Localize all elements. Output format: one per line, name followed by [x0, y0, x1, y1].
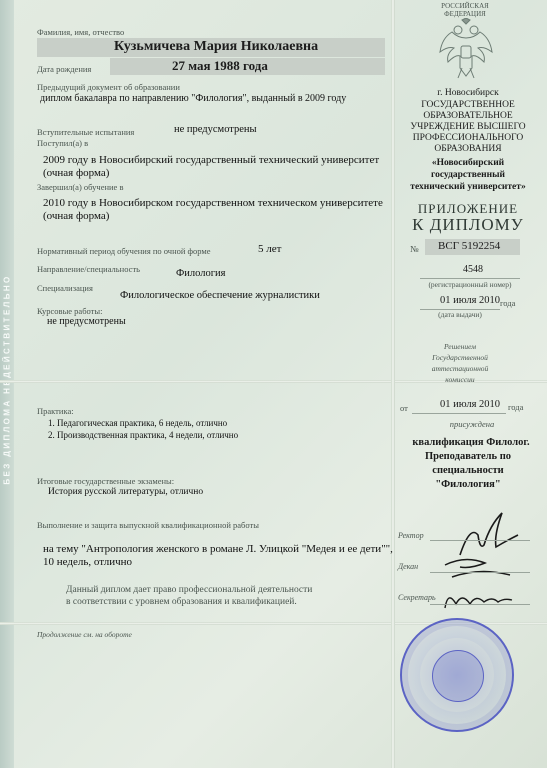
secretary-signature-icon — [440, 586, 520, 616]
period-label: Нормативный период обучения по очной форме — [37, 246, 211, 256]
org-line: ОБРАЗОВАНИЯ — [434, 144, 502, 154]
practice-item: 1. Педагогическая практика, 6 недель, отлично — [48, 418, 228, 428]
enrolled-label: Поступил(а) в — [37, 138, 89, 148]
to-diploma-title: К ДИПЛОМУ — [412, 215, 524, 234]
prev-doc-value: диплом бакалавра по направлению "Филология", выданный в 2009 году — [40, 93, 347, 104]
country-line1: РОССИЙСКАЯ — [441, 2, 489, 10]
qualification-line: квалификация Филолог. — [412, 437, 530, 448]
reg-number: 4548 — [463, 264, 483, 275]
direction-label: Направление/специальность — [37, 264, 141, 274]
name-label: Фамилия, имя, отчество — [37, 27, 125, 37]
finished-label: Завершил(а) обучение в — [37, 182, 124, 192]
official-seal-stamp — [400, 618, 514, 732]
entrance-label: Вступительные испытания — [37, 127, 135, 137]
awarded-label: присуждена — [449, 419, 495, 429]
dean-underline — [430, 572, 530, 573]
entrance-value: не предусмотрены — [174, 124, 257, 135]
exams-value: История русской литературы, отлично — [48, 487, 204, 497]
dean-label: Декан — [398, 562, 419, 571]
finished-line2: (очная форма) — [43, 210, 110, 222]
org-line: ПРОФЕССИОНАЛЬНОГО — [412, 133, 524, 143]
thesis-line1: на тему "Антропология женского в романе Л. Улицкой "Медея и ее дети"", — [43, 543, 393, 555]
practice-label: Практика: — [37, 406, 74, 416]
decision-goda: года — [508, 402, 524, 412]
dob-label: Дата рождения — [37, 64, 92, 74]
rights-line2: в соответствии с уровнем образования и квалификацией. — [66, 597, 297, 607]
qualification-line: специальности — [432, 465, 504, 476]
coursework-value: не предусмотрены — [47, 316, 126, 327]
issue-date: 01 июля 2010 — [440, 295, 501, 306]
reg-underline — [420, 278, 520, 279]
ot-label: от — [400, 403, 408, 413]
org-name-line: «Новосибирский — [431, 158, 505, 168]
org-line: ГОСУДАРСТВЕННОЕ — [421, 100, 515, 110]
prev-doc-label: Предыдущий документ об образовании — [37, 82, 180, 92]
thesis-label: Выполнение и защита выпускной квалификационной работы — [37, 520, 259, 530]
number-sign: № — [410, 244, 419, 254]
decision-line: комиссии — [445, 375, 475, 384]
exams-label: Итоговые государственные экзамены: — [37, 476, 175, 486]
appendix-title: ПРИЛОЖЕНИЕ — [417, 201, 519, 216]
country-line2: ФЕДЕРАЦИЯ — [444, 10, 486, 18]
city: г. Новосибирск — [437, 88, 499, 98]
org-line: ОБРАЗОВАТЕЛЬНОЕ — [423, 111, 513, 121]
enrolled-line2: (очная форма) — [43, 167, 110, 179]
fold-line-vertical — [391, 0, 395, 768]
issue-goda: года — [500, 298, 516, 308]
rector-label: Ректор — [398, 531, 424, 540]
coat-of-arms-icon — [438, 18, 494, 80]
diploma-number: ВСГ 5192254 — [438, 240, 501, 252]
date-of-birth: 27 мая 1988 года — [172, 58, 268, 73]
specialization-label: Специализация — [37, 283, 93, 293]
enrolled-line1: 2009 году в Новосибирский государственный технический университет — [43, 154, 380, 166]
rights-line1: Данный диплом дает право профессиональной деятельности — [66, 585, 313, 595]
thesis-line2: 10 недель, отлично — [43, 556, 133, 568]
decision-line: аттестационной — [431, 364, 489, 373]
secretary-underline — [430, 604, 530, 605]
qualification-line: "Филология" — [435, 479, 501, 490]
finished-line1: 2010 году в Новосибирском государственном техническом университете — [43, 197, 383, 209]
qualification-line: Преподаватель по — [424, 451, 512, 462]
decision-line: Государственной — [432, 353, 488, 362]
continued-note: Продолжение см. на обороте — [37, 630, 132, 639]
secretary-label: Секретарь — [398, 593, 436, 602]
rector-underline — [430, 540, 530, 541]
coursework-label: Курсовые работы: — [37, 306, 103, 316]
rector-signature-icon — [450, 505, 525, 560]
reg-label: (регистрационный номер) — [428, 280, 512, 289]
direction-value: Филология — [176, 268, 226, 279]
decision-underline — [412, 413, 506, 414]
org-line: УЧРЕЖДЕНИЕ ВЫСШЕГО — [410, 122, 526, 132]
issue-label: (дата выдачи) — [438, 310, 482, 319]
dean-signature-icon — [440, 553, 520, 583]
seal-emblem-icon — [432, 650, 484, 702]
decision-date: 01 июля 2010 — [440, 399, 501, 410]
specialization-value: Филологическое обеспечение журналистики — [120, 290, 320, 301]
practice-item: 2. Производственная практика, 4 недели, отлично — [48, 430, 239, 440]
period-value: 5 лет — [258, 243, 282, 255]
org-name-line: технический университет» — [410, 182, 526, 192]
decision-line: Решением — [443, 342, 477, 351]
full-name: Кузьмичева Мария Николаевна — [114, 39, 319, 54]
org-name-line: государственный — [431, 170, 505, 180]
